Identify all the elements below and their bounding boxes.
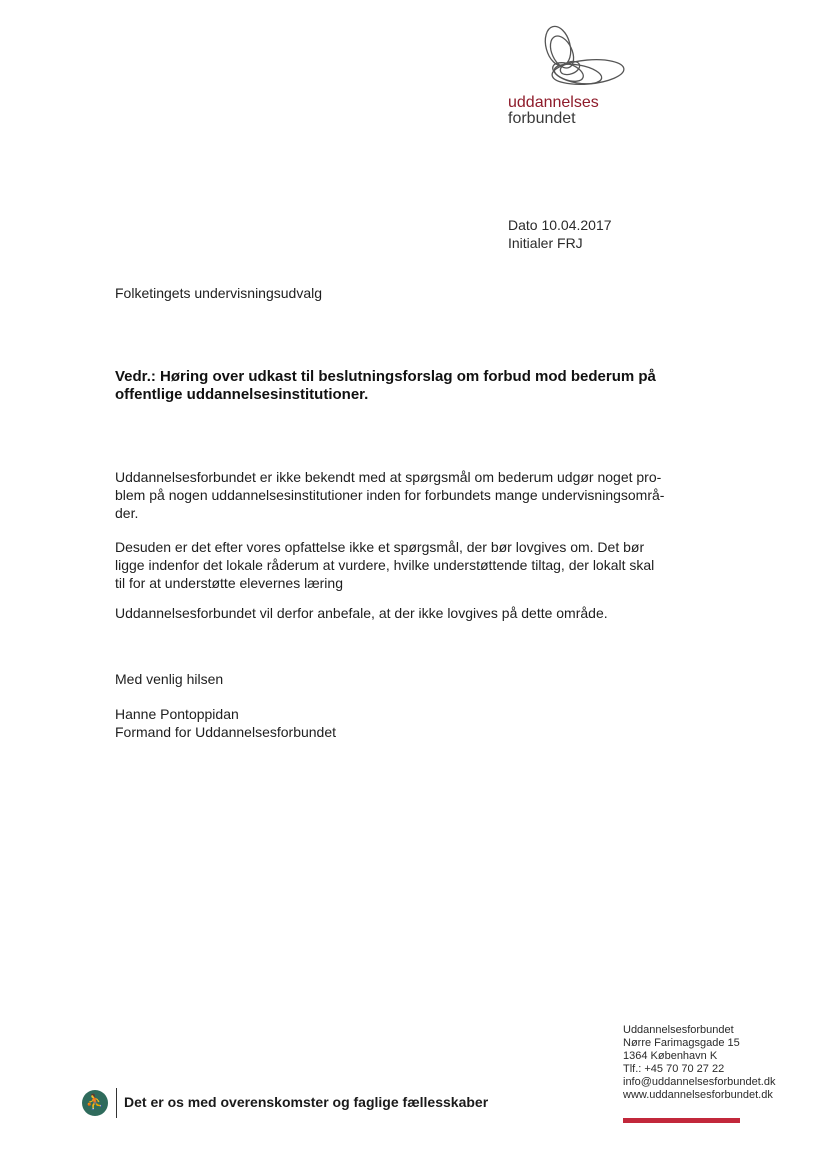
subject-line-1: Vedr.: Høring over udkast til beslutningsforslag om forbud mod bederum på xyxy=(115,368,656,385)
logo-wordmark xyxy=(508,95,599,127)
address-web: www.uddannelsesforbundet.dk xyxy=(623,1089,773,1101)
logo-line-1: uddannelses xyxy=(508,94,599,111)
signature-title: Formand for Uddannelsesforbundet xyxy=(115,724,337,740)
address-email: info@uddannelsesforbundet.dk xyxy=(623,1076,776,1088)
person-figure-icon: ⛹ xyxy=(82,1090,108,1116)
paragraph-line: Desuden er det efter vores opfattelse ikke et spørgsmål, der bør lovgives om. Det bør xyxy=(115,539,645,555)
footer-slogan: Det er os med overenskomster og faglige fællesskaber xyxy=(124,1094,489,1110)
address-phone: Tlf.: +45 70 70 27 22 xyxy=(623,1063,725,1075)
logo-line-2: forbundet xyxy=(508,110,576,127)
orbit-rings-logo-icon xyxy=(528,22,628,94)
subject-heading xyxy=(115,368,735,404)
closing-greeting: Med venlig hilsen xyxy=(115,671,224,687)
address-accent-bar xyxy=(623,1118,740,1123)
sender-address xyxy=(623,1024,775,1102)
body-paragraph-3 xyxy=(115,604,745,622)
signature-block xyxy=(115,705,336,741)
paragraph-line: der. xyxy=(115,505,139,521)
address-city: 1364 København K xyxy=(623,1050,718,1062)
body-paragraph-2 xyxy=(115,538,745,592)
address-org: Uddannelsesforbundet xyxy=(623,1024,734,1036)
paragraph-line: til for at understøtte elevernes læring xyxy=(115,575,343,591)
letter-initials: Initialer FRJ xyxy=(508,235,583,251)
address-street: Nørre Farimagsgade 15 xyxy=(623,1037,740,1049)
footer-divider xyxy=(116,1088,117,1118)
signature-name: Hanne Pontoppidan xyxy=(115,706,239,722)
paragraph-line: Uddannelsesforbundet er ikke bekendt med at spørgsmål om bederum udgør noget pro- xyxy=(115,469,662,485)
paragraph-line: Uddannelsesforbundet vil derfor anbefale, at der ikke lovgives på dette område. xyxy=(115,605,608,621)
paragraph-line: blem på nogen uddannelsesinstitutioner inden for forbundets mange undervisningsområ- xyxy=(115,487,665,503)
body-paragraph-1 xyxy=(115,468,745,522)
letter-meta xyxy=(508,216,612,252)
letter-date: Dato 10.04.2017 xyxy=(508,217,612,233)
recipient: Folketingets undervisningsudvalg xyxy=(115,285,323,301)
subject-line-2: offentlige uddannelsesinstitutioner. xyxy=(115,386,369,403)
paragraph-line: ligge indenfor det lokale råderum at vurdere, hvilke understøttende tiltag, der lokalt skal xyxy=(115,557,655,573)
